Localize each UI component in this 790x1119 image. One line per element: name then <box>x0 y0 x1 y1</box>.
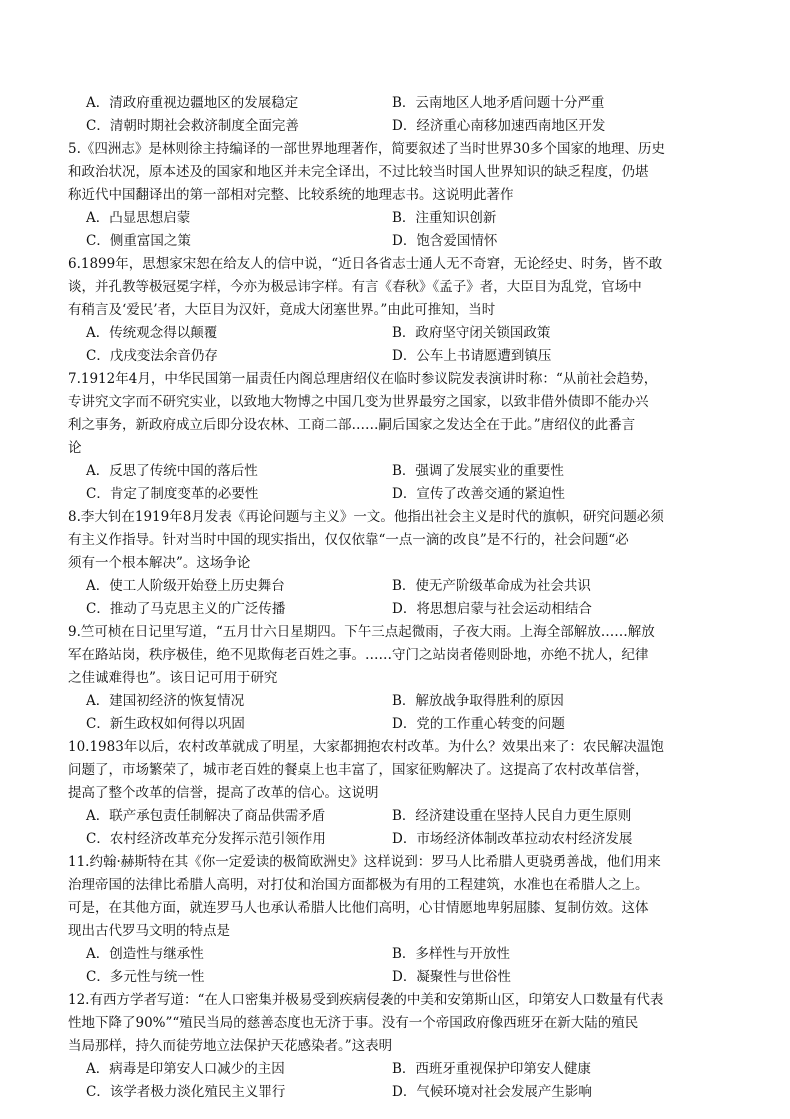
answer-option: B．强调了发展实业的重要性 <box>392 463 564 479</box>
question-stem-line: 可是，在其他方面，就连罗马人也承认希腊人比他们高明，心甘情愿地卑躬屈膝、复制仿效。这体 <box>68 900 649 916</box>
answer-option: D．宣传了改善交通的紧迫性 <box>392 486 565 502</box>
answer-option: D．公车上书请愿遭到镇压 <box>392 348 552 364</box>
option-row <box>68 1081 728 1104</box>
question-stem-line: 10.1983年以后，农村改革就成了明星，大家都拥抱农村改革。为什么？效果出来了：农民解决温饱 <box>68 739 664 755</box>
answer-option: A．使工人阶级开始登上历史舞台 <box>86 578 285 594</box>
answer-option: D．气候环境对社会发展产生影响 <box>392 1084 592 1100</box>
answer-option: B．云南地区人地矛盾问题十分严重 <box>392 95 605 111</box>
question-stem-line: 12.有西方学者写道：“在人口密集并极易受到疾病侵袭的中美和安第斯山区，印第安人口数量有代表 <box>68 992 664 1008</box>
answer-option: D．市场经济体制改革拉动农村经济发展 <box>392 831 633 847</box>
answer-option: C．多元性与统一性 <box>86 969 205 985</box>
option-row <box>68 713 728 736</box>
question-q11 <box>68 851 728 989</box>
question-stem-line: 9.竺可桢在日记里写道，“五月廿六日星期四。下午三点起微雨，子夜大雨。上海全部解放……解放 <box>68 624 655 640</box>
question-stem-line: 军在路站岗，秩序极佳，绝不见欺侮老百姓之事。……守门之站岗者倦则卧地，亦绝不扰人，纪律 <box>68 647 649 663</box>
question-stem-line: 之佳诚难得也”。该日记可用于研究 <box>68 670 278 686</box>
question-q8 <box>68 506 728 621</box>
question-stem-line: 专讲究文字而不研究实业，以致地大物博之中国几变为世界最穷之国家，以致非借外债即不能办兴 <box>68 394 649 410</box>
question-stem-line: 性地下降了90%”“殖民当局的慈善态度也无济于事。没有一个帝国政府像西班牙在新大陆的殖民 <box>68 1015 639 1031</box>
option-row <box>68 598 728 621</box>
option-row <box>68 207 728 230</box>
answer-option: D．经济重心南移加速西南地区开发 <box>392 118 606 134</box>
option-row <box>68 92 728 115</box>
question-q10 <box>68 736 728 851</box>
question-stem-line: 问题了，市场繁荣了，城市老百姓的餐桌上也丰富了，国家征购解决了。这提高了农村改革信誉， <box>68 762 649 778</box>
answer-option: A．建国初经济的恢复情况 <box>86 693 245 709</box>
question-q12 <box>68 989 728 1104</box>
question-stem-line: 有主义作指导。针对当时中国的现实指出，仅仅依靠“一点一滴的改良”是不行的，社会问题“必 <box>68 532 629 548</box>
question-stem-line: 5.《四洲志》是林则徐主持编译的一部世界地理著作，简要叙述了当时世界30多个国家的地理、历史 <box>68 141 666 157</box>
option-row <box>68 575 728 598</box>
question-q4 <box>68 92 728 138</box>
answer-option: A．清政府重视边疆地区的发展稳定 <box>86 95 299 111</box>
question-stem-line: 11.约翰·赫斯特在其《你一定爱读的极简欧洲史》这样说到：罗马人比希腊人更骁勇善战，他们用来 <box>68 854 661 870</box>
option-row <box>68 805 728 828</box>
question-stem-line: 提高了整个改革的信誉，提高了改革的信心。这说明 <box>68 785 379 801</box>
answer-option: A．传统观念得以颠覆 <box>86 325 218 341</box>
question-stem-line: 7.1912年4月，中华民国第一届责任内阁总理唐绍仪在临时参议院发表演讲时称：“从前社会趋势， <box>68 371 658 387</box>
answer-option: C．推动了马克思主义的广泛传播 <box>86 601 286 617</box>
answer-option: C．农村经济改革充分发挥示范引领作用 <box>86 831 326 847</box>
option-row <box>68 230 728 253</box>
answer-option: B．使无产阶级革命成为社会共识 <box>392 578 591 594</box>
question-stem-line: 谈，并孔教等极冠冕字样，今亦为极忌讳字样。有言《春秋》《孟子》者，大臣目为乱党，官场中 <box>68 279 642 295</box>
question-stem-line: 论 <box>68 440 82 456</box>
answer-option: B．解放战争取得胜利的原因 <box>392 693 564 709</box>
question-q9 <box>68 621 728 736</box>
answer-option: C．侧重富国之策 <box>86 233 191 249</box>
question-stem-line: 有稍言及‘爱民’者，大臣目为汉奸，竟成大闭塞世界。”由此可推知，当时 <box>68 302 496 318</box>
answer-option: D．饱含爱国情怀 <box>392 233 498 249</box>
answer-option: D．将思想启蒙与社会运动相结合 <box>392 601 592 617</box>
answer-option: C．肯定了制度变革的必要性 <box>86 486 259 502</box>
question-stem-line: 当局那样，持久而徒劳地立法保护天花感染者。”这表明 <box>68 1038 393 1054</box>
answer-option: B．注重知识创新 <box>392 210 497 226</box>
option-row <box>68 345 728 368</box>
option-row <box>68 690 728 713</box>
option-row <box>68 1058 728 1081</box>
question-stem-line: 须有一个根本解决”。这场争论 <box>68 555 251 571</box>
option-row <box>68 322 728 345</box>
answer-option: A．病毒是印第安人口减少的主因 <box>86 1061 285 1077</box>
question-stem-line: 8.李大钊在1919年8月发表《再论问题与主义》一文。他指出社会主义是时代的旗帜，研究问题必须 <box>68 509 664 525</box>
answer-option: C．戊戌变法余音仍存 <box>86 348 218 364</box>
option-row <box>68 460 728 483</box>
option-row <box>68 966 728 989</box>
option-row <box>68 483 728 506</box>
answer-option: B．西班牙重视保护印第安人健康 <box>392 1061 591 1077</box>
question-q6 <box>68 253 728 368</box>
question-stem-line: 和政治状况，原本述及的国家和地区并未完全译出，不过比较当时国人世界知识的缺乏程度，仍堪 <box>68 164 649 180</box>
question-q7 <box>68 368 728 506</box>
answer-option: A．反思了传统中国的落后性 <box>86 463 258 479</box>
question-q5 <box>68 138 728 253</box>
answer-option: B．多样性与开放性 <box>392 946 510 962</box>
answer-option: B．政府坚守闭关锁国政策 <box>392 325 551 341</box>
answer-option: C．该学者极力淡化殖民主义罪行 <box>86 1084 286 1100</box>
question-stem-line: 利之事务，新政府成立后即分设农林、工商二部……嗣后国家之发达全在于此。”唐绍仪的此番言 <box>68 417 636 433</box>
option-row <box>68 828 728 851</box>
option-row <box>68 943 728 966</box>
answer-option: C．清朝时期社会救济制度全面完善 <box>86 118 299 134</box>
question-stem-line: 现出古代罗马文明的特点是 <box>68 923 230 939</box>
option-row <box>68 115 728 138</box>
question-stem-line: 称近代中国翻译出的第一部相对完整、比较系统的地理志书。这说明此著作 <box>68 187 514 203</box>
answer-option: B．经济建设重在坚持人民自力更生原则 <box>392 808 632 824</box>
answer-option: A．创造性与继承性 <box>86 946 204 962</box>
answer-option: A．联产承包责任制解决了商品供需矛盾 <box>86 808 326 824</box>
question-stem-line: 治理帝国的法律比希腊人高明，对打仗和治国方面都极为有用的工程建筑，水准也在希腊人之上。 <box>68 877 649 893</box>
answer-option: A．凸显思想启蒙 <box>86 210 191 226</box>
answer-option: D．凝聚性与世俗性 <box>392 969 511 985</box>
answer-option: C．新生政权如何得以巩固 <box>86 716 245 732</box>
answer-option: D．党的工作重心转变的问题 <box>392 716 565 732</box>
question-list <box>68 92 728 1104</box>
question-stem-line: 6.1899年，思想家宋恕在给友人的信中说，“近日各省志士通人无不奇窘，无论经史、时务，皆不敢 <box>68 256 663 272</box>
